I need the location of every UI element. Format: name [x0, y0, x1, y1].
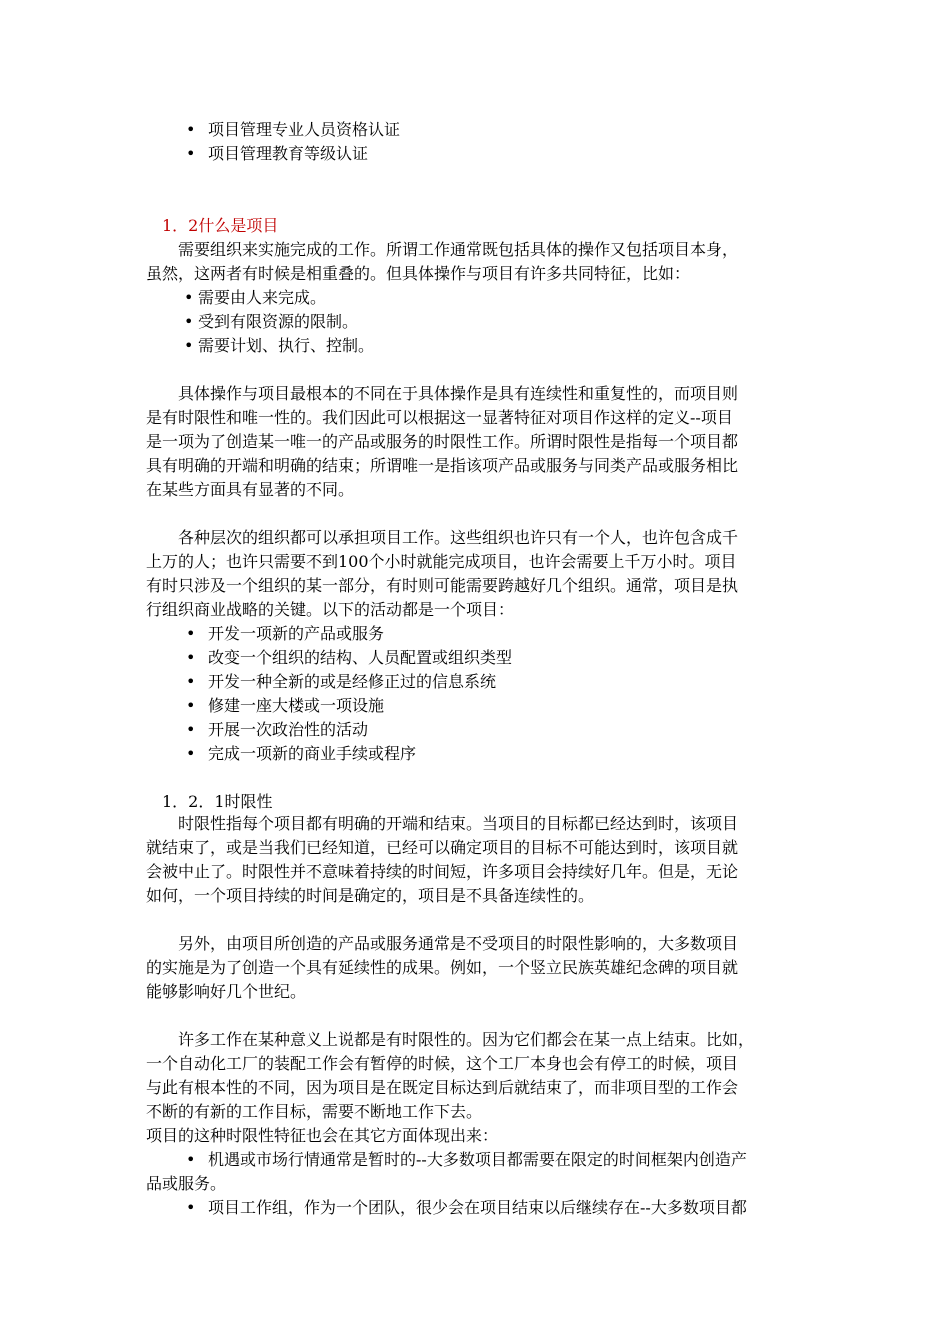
paragraph-line: 具有明确的开端和明确的结束；所谓唯一是指该项产品或服务与同类产品或服务相比 [146, 456, 739, 475]
paragraph-line: 如何，一个项目持续的时间是确定的，项目是不具备连续性的。 [146, 886, 595, 905]
list-item: • 需要由人来完成。 [184, 288, 327, 307]
paragraph-line: 时限性指每个项目都有明确的开端和结束。当项目的目标都已经达到时，该项目 [178, 814, 739, 833]
list-item: • 项目工作组，作为一个团队，很少会在项目结束以后继续存在--大多数项目都 [186, 1198, 747, 1217]
paragraph-line: 的实施是为了创造一个具有延续性的成果。例如，一个竖立民族英雄纪念碑的项目就 [146, 958, 739, 977]
list-item: • 项目管理专业人员资格认证 [186, 120, 401, 139]
paragraph-line: 会被中止了。时限性并不意味着持续的时间短，许多项目会持续好几年。但是，无论 [146, 862, 739, 881]
paragraph-line: 具体操作与项目最根本的不同在于具体操作是具有连续性和重复性的，而项目则 [178, 384, 739, 403]
paragraph-line: 另外，由项目所创造的产品或服务通常是不受项目的时限性影响的，大多数项目 [178, 934, 739, 953]
paragraph-line: 品或服务。 [146, 1174, 227, 1193]
list-item: • 完成一项新的商业手续或程序 [186, 744, 417, 763]
list-item: • 受到有限资源的限制。 [184, 312, 359, 331]
paragraph-line: 上万的人；也许只需要不到100个小时就能完成项目，也许会需要上千万小时。项目 [146, 552, 737, 571]
paragraph-line: 能够影响好几个世纪。 [146, 982, 307, 1001]
list-item: • 项目管理教育等级认证 [186, 144, 369, 163]
paragraph-line: 在某些方面具有显著的不同。 [146, 480, 355, 499]
paragraph-line: 需要组织来实施完成的工作。所谓工作通常既包括具体的操作又包括项目本身， [178, 240, 739, 259]
subsection-heading: 1．2．1时限性 [162, 792, 273, 811]
paragraph-line: 项目的这种时限性特征也会在其它方面体现出来： [146, 1126, 499, 1145]
section-heading: 1．2什么是项目 [162, 216, 279, 235]
list-item: • 开发一种全新的或是经修正过的信息系统 [186, 672, 497, 691]
list-item: • 修建一座大楼或一项设施 [186, 696, 385, 715]
paragraph-line: 有时只涉及一个组织的某一部分，有时则可能需要跨越好几个组织。通常，项目是执 [146, 576, 739, 595]
paragraph-line: 许多工作在某种意义上说都是有时限性的。因为它们都会在某一点上结束。比如， [178, 1030, 755, 1049]
list-item: • 需要计划、执行、控制。 [184, 336, 375, 355]
paragraph-line: 不断的有新的工作目标，需要不断地工作下去。 [146, 1102, 483, 1121]
list-item: • 改变一个组织的结构、人员配置或组织类型 [186, 648, 513, 667]
paragraph-line: 是一项为了创造某一唯一的产品或服务的时限性工作。所谓时限性是指每一个项目都 [146, 432, 739, 451]
paragraph-line: 行组织商业战略的关键。以下的活动都是一个项目： [146, 600, 515, 619]
paragraph-line: 与此有根本性的不同，因为项目是在既定目标达到后就结束了，而非项目型的工作会 [146, 1078, 739, 1097]
paragraph-line: 各种层次的组织都可以承担项目工作。这些组织也许只有一个人，也许包含成千 [178, 528, 739, 547]
paragraph-line: 是有时限性和唯一性的。我们因此可以根据这一显著特征对项目作这样的定义--项目 [146, 408, 733, 427]
paragraph-line: 虽然，这两者有时候是相重叠的。但具体操作与项目有许多共同特征，比如： [146, 264, 691, 283]
list-item: • 开发一项新的产品或服务 [186, 624, 385, 643]
paragraph-line: 一个自动化工厂的装配工作会有暂停的时候，这个工厂本身也会有停工的时候，项目 [146, 1054, 739, 1073]
paragraph-line: 就结束了，或是当我们已经知道，已经可以确定项目的目标不可能达到时，该项目就 [146, 838, 739, 857]
list-item: • 开展一次政治性的活动 [186, 720, 369, 739]
list-item: • 机遇或市场行情通常是暂时的--大多数项目都需要在限定的时间框架内创造产 [186, 1150, 747, 1169]
